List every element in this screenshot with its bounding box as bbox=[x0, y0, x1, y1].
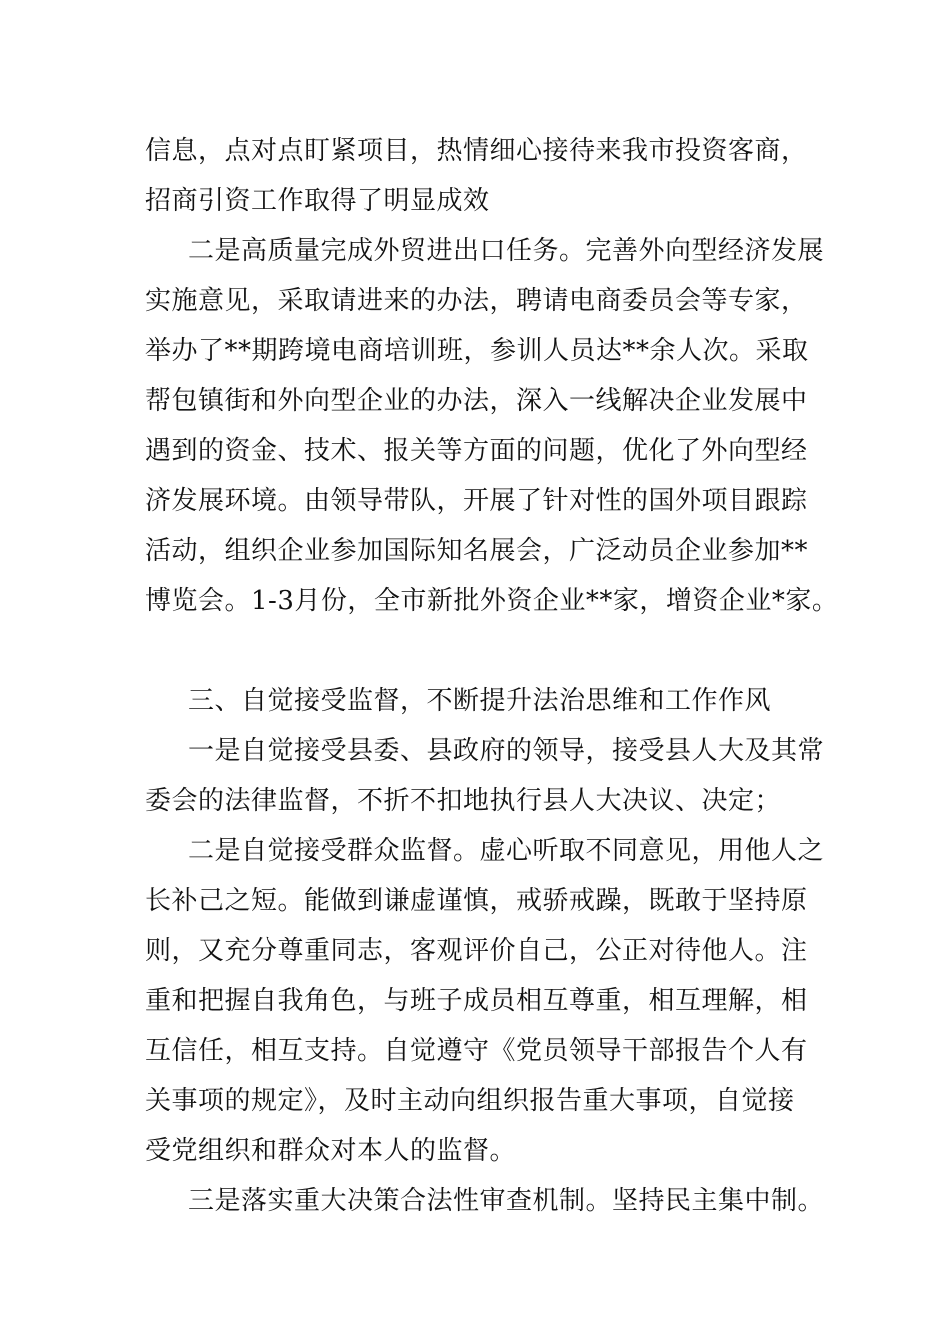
text-line: 济发展环境。由领导带队，开展了针对性的国外项目跟踪 bbox=[145, 486, 808, 516]
section-heading: 三、自觉接受监督，不断提升法治思维和工作作风 bbox=[188, 686, 772, 716]
text-line: 招商引资工作取得了明显成效 bbox=[145, 186, 490, 216]
text-line: 关事项的规定》，及时主动向组织报告重大事项，自觉接 bbox=[145, 1086, 795, 1116]
text-line: 委会的法律监督，不折不扣地执行县人大决议、决定； bbox=[145, 786, 782, 816]
text-line: 博览会。1-3月份，全市新批外资企业**家，增资企业*家。 bbox=[145, 586, 839, 616]
text-line: 信息，点对点盯紧项目，热情细心接待来我市投资客商， bbox=[145, 136, 808, 166]
text-line: 举办了**期跨境电商培训班，参训人员达**余人次。采取 bbox=[145, 336, 809, 366]
paragraph-start-line: 二是高质量完成外贸进出口任务。完善外向型经济发展 bbox=[188, 236, 825, 266]
paragraph-start-line: 一是自觉接受县委、县政府的领导，接受县人大及其常 bbox=[188, 736, 825, 766]
paragraph-start-line: 二是自觉接受群众监督。虚心听取不同意见，用他人之 bbox=[188, 836, 825, 866]
text-line: 则，又充分尊重同志，客观评价自己，公正对待他人。注 bbox=[145, 936, 808, 966]
text-line: 互信任，相互支持。自觉遵守《党员领导干部报告个人有 bbox=[145, 1036, 808, 1066]
text-line: 重和把握自我角色，与班子成员相互尊重，相互理解，相 bbox=[145, 986, 808, 1016]
text-line: 遇到的资金、技术、报关等方面的问题，优化了外向型经 bbox=[145, 436, 808, 466]
text-line: 帮包镇街和外向型企业的办法，深入一线解决企业发展中 bbox=[145, 386, 808, 416]
text-line: 受党组织和群众对本人的监督。 bbox=[145, 1136, 517, 1166]
text-line: 实施意见，采取请进来的办法，聘请电商委员会等专家， bbox=[145, 286, 808, 316]
paragraph-start-line: 三是落实重大决策合法性审查机制。坚持民主集中制。 bbox=[188, 1186, 825, 1216]
text-line: 长补己之短。能做到谦虚谨慎，戒骄戒躁，既敢于坚持原 bbox=[145, 886, 808, 916]
text-line: 活动，组织企业参加国际知名展会，广泛动员企业参加** bbox=[145, 536, 809, 566]
